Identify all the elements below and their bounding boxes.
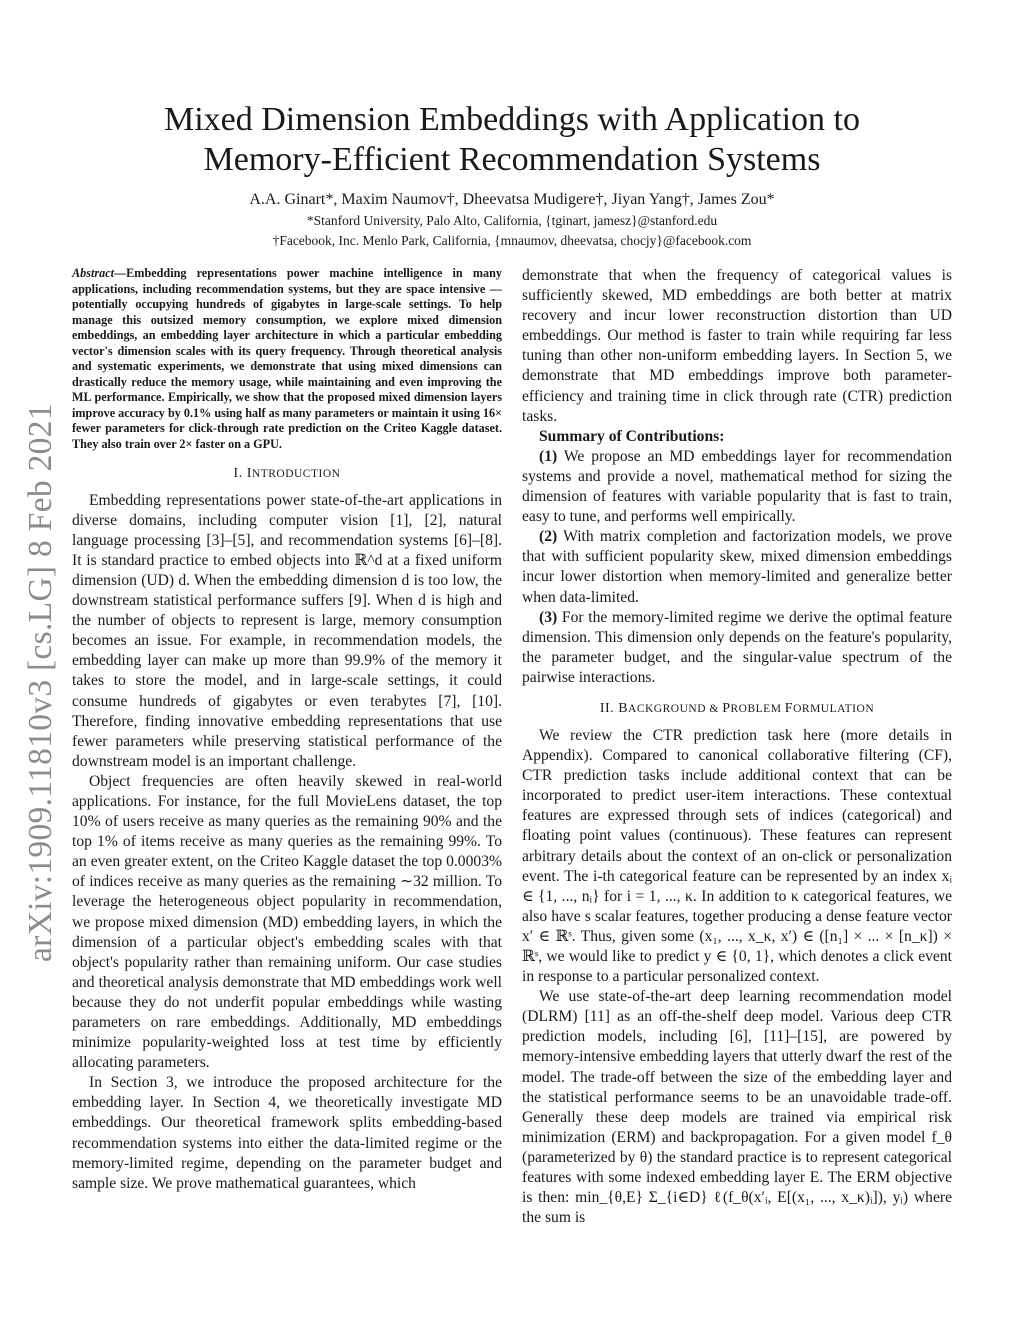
title-line-2: Memory-Efficient Recommendation Systems <box>203 141 821 178</box>
contribution-3: (3) For the memory-limited regime we derive the optimal feature dimension. This dimension only depends on the feature's popularity, the parameter budget, and the singular-value spectrum of the pairwise interactions. <box>522 608 952 686</box>
contribution-2: (2) With matrix completion and factorization models, we prove that with sufficient popularity skew, mixed dimension embeddings incur lower distortion when memory-limited and generalize better when data-limited. <box>522 528 952 606</box>
arxiv-identifier: arXiv:1909.11810v3 [cs.LG] 8 Feb 2021 <box>22 403 59 962</box>
affiliation-facebook: †Facebook, Inc. Menlo Park, California, {mnaumov, dheevatsa, chocjy}@facebook.com <box>272 233 752 248</box>
contribution-1: (1) We propose an MD embeddings layer for recommendation systems and provide a novel, mathematical method for sizing the dimension of features with variable popularity that is fast to train, easy to tune, and performs well empirically. <box>522 447 952 526</box>
section-heading-background: II. BACKGROUND & PROBLEM FORMULATION <box>599 700 875 716</box>
contributions-heading: Summary of Contributions: <box>539 427 725 445</box>
left-column <box>72 266 502 1194</box>
background-paragraph-2: We use state-of-the-art deep learning recommendation model (DLRM) [11] as an off-the-shelf deep model. Various deep CTR prediction models, including [6], [11]–[15], are powered by memory-intensive embedding layers that utterly dwarf the rest of the model. The trade-off between the size of the embedding layer and the statistical performance seems to be an unavoidable trade-off. Generally these deep models are trained via empirical risk minimization (ERM) and backpropagation. For a given model f_θ (parameterized by θ) the standard practice is to represent categorical features with some indexed embedding layer E. The ERM objective is then: min_{θ,E} Σ_{i∈D} ℓ(f_θ(x′ᵢ, E[(x₁, ..., x_κ)ᵢ]), yᵢ) where the sum is <box>522 988 952 1227</box>
abstract-label: Abstract <box>72 266 114 280</box>
background-paragraph-1: We review the CTR prediction task here (more details in Appendix). Compared to canonical collaborative filtering (CF), CTR prediction tasks include additional context that can be incorporated to predict user-item interactions. These contextual features are expressed through sets of indices (categorical) and floating point values (continuous). These features can represent arbitrary details about the context of an on-click or personalization event. The i-th categorical feature can be represented by an index xᵢ ∈ {1, ..., nᵢ} for i = 1, ..., κ. In addition to κ categorical features, we also have s scalar features, together producing a dense feature vector x′ ∈ ℝˢ. Thus, given some (x₁, ..., x_κ, x′) ∈ ([n₁] × ... × [n_κ]) × ℝˢ, we would like to predict y ∈ {0, 1}, which denotes a click event in response to a particular personalized context. <box>522 726 952 986</box>
title-line-1: Mixed Dimension Embeddings with Application to <box>163 101 860 138</box>
intro-continued-paragraph: demonstrate that when the frequency of categorical values is sufficiently skewed, MD embeddings are both better at matrix recovery and incur lower reconstruction distortion than UD embeddings. Our method is faster to train while requiring far less tuning than other non-uniform embedding layers. In Section 5, we demonstrate that MD embeddings improve both parameter-efficiency and training time in click through rate (CTR) prediction tasks. <box>522 267 952 425</box>
right-column <box>522 266 952 1228</box>
section-heading-introduction: I. INTRODUCTION <box>233 465 341 481</box>
intro-paragraph-3: In Section 3, we introduce the proposed architecture for the embedding layer. In Section 4, we theoretically investigate MD embeddings. Our theoretical framework splits embedding-based recommendation systems into either the data-limited regime or the memory-limited regime, depending on the parameter budget and sample size. We prove mathematical guarantees, which <box>72 1074 502 1192</box>
intro-paragraph-1: Embedding representations power state-of-the-art applications in diverse domains, including computer vision [1], [2], natural language processing [3]–[5], and recommendation systems [6]–[8]. It is standard practice to embed objects into ℝ^d at a fixed uniform dimension (UD) d. When the embedding dimension d is too low, the downstream statistical performance suffers [9]. When d is high and the number of objects to represent is large, memory consumption becomes an issue. For example, in recommendation models, the embedding layer can make up more than 99.9% of the memory it takes to store the model, and in large-scale settings, it could consume hundreds of gigabytes or even terabytes [7], [10]. Therefore, finding innovative embedding representations that use fewer parameters while preserving statistical performance of the downstream model is an important challenge. <box>72 491 502 770</box>
author-list: A.A. Ginart*, Maxim Naumov†, Dheevatsa Mudigere†, Jiyan Yang†, James Zou* <box>249 191 775 208</box>
abstract <box>72 266 502 453</box>
paper-title <box>0 100 1024 180</box>
affiliation-stanford: *Stanford University, Palo Alto, California, {tginart, jamesz}@stanford.edu <box>306 213 718 228</box>
intro-paragraph-2: Object frequencies are often heavily skewed in real-world applications. For instance, for the full MovieLens dataset, the top 10% of users receive as many queries as the remaining 90% and the top 1% of items receive as many queries as the remaining 99%. To an even greater extent, on the Criteo Kaggle dataset the top 0.0003% of indices receive as many queries as the remaining ∼32 million. To leverage the heterogeneous object popularity in recommendation, we propose mixed dimension (MD) embedding layers, in which the dimension of a particular object's embedding scales with that object's popularity rather than remaining uniform. Our case studies and theoretical analysis demonstrate that MD embeddings work well because they do not underfit popular embeddings while wasting parameters on rare embeddings. Additionally, MD embeddings minimize popularity-weighted loss at test time by efficiently allocating parameters. <box>72 772 502 1072</box>
abstract-text: —Embedding representations power machine intelligence in many applications, including recommendation systems, but they are space intensive — potentially occupying hundreds of gigabytes in large-scale settings. To help manage this outsized memory consumption, we explore mixed dimension embeddings, an embedding layer architecture in which a particular embedding vector's dimension scales with its query frequency. Through theoretical analysis and systematic experiments, we demonstrate that using mixed dimensions can drastically reduce the memory usage, while maintaining and even improving the ML performance. Empirically, we show that the proposed mixed dimension layers improve accuracy by 0.1% using half as many parameters or maintain it using 16× fewer parameters for click-through rate prediction on the Criteo Kaggle dataset. They also train over 2× faster on a GPU. <box>72 266 502 452</box>
